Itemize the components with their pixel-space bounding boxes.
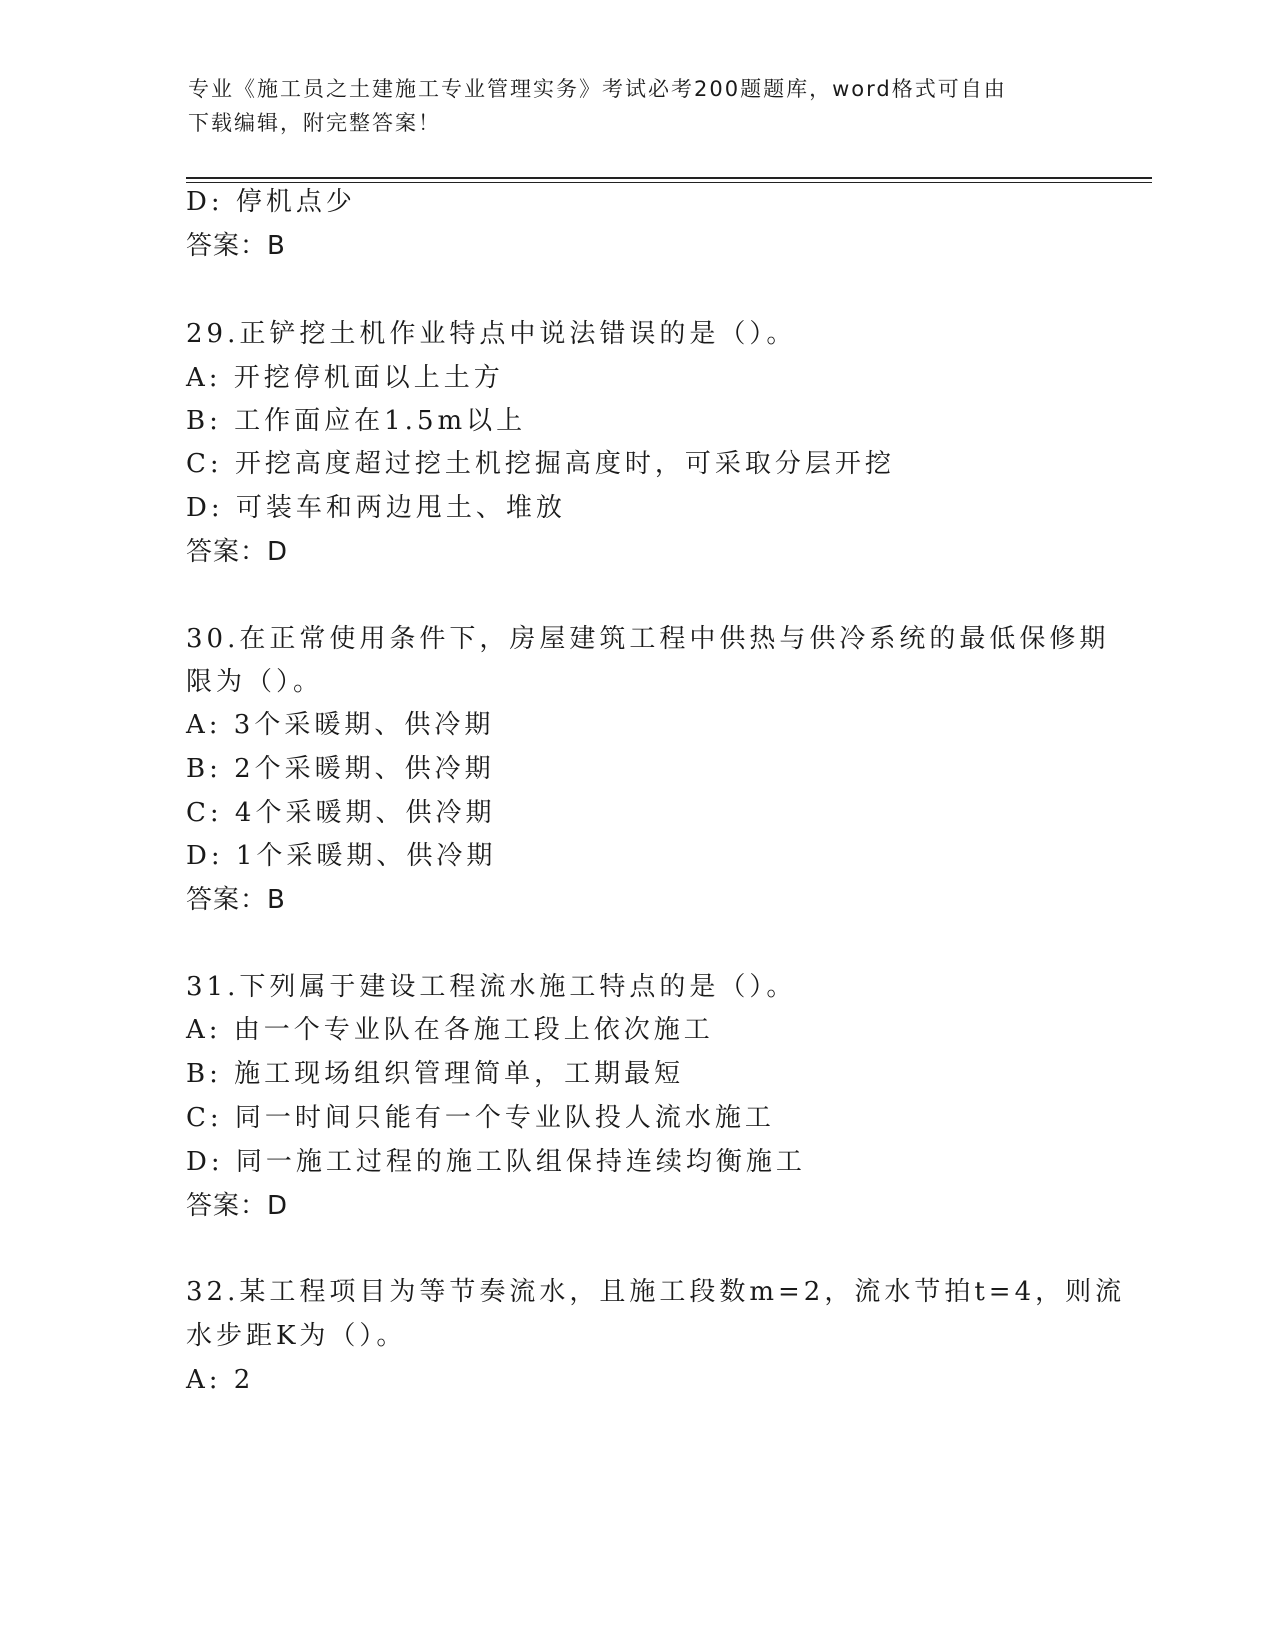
header-line-2: 下载编辑，附完整答案！ xyxy=(188,111,441,135)
q29-option-b: B: 工作面应在1.5m以上 xyxy=(186,406,527,436)
q29-answer: 答案：D xyxy=(186,537,289,567)
q31-option-d: D: 同一施工过程的施工队组保持连续均衡施工 xyxy=(186,1147,806,1177)
q31-question: 31.下列属于建设工程流水施工特点的是（）。 xyxy=(186,972,797,1002)
q29-question: 29.正铲挖土机作业特点中说法错误的是（）。 xyxy=(186,319,797,349)
q30-answer: 答案：B xyxy=(186,885,286,915)
q29-option-d: D: 可装车和两边甩土、堆放 xyxy=(186,493,566,523)
q30-option-a: A: 3个采暖期、供冷期 xyxy=(186,710,495,740)
q29-option-c: C: 开挖高度超过挖土机挖掘高度时，可采取分层开挖 xyxy=(186,449,895,479)
prev-option-d: D: 停机点少 xyxy=(186,187,356,217)
document-header xyxy=(188,72,1068,140)
q31-answer: 答案：D xyxy=(186,1191,289,1221)
q31-option-a: A: 由一个专业队在各施工段上依次施工 xyxy=(186,1015,714,1045)
prev-answer: 答案：B xyxy=(186,231,286,261)
q32-option-a: A: 2 xyxy=(186,1365,255,1395)
header-line-1: 专业《施工员之土建施工专业管理实务》考试必考200题题库，word格式可自由 xyxy=(188,77,1007,101)
q29-option-a: A: 开挖停机面以上土方 xyxy=(186,363,504,393)
q30-option-c: C: 4个采暖期、供冷期 xyxy=(186,798,496,828)
q31-option-c: C: 同一时间只能有一个专业队投人流水施工 xyxy=(186,1103,775,1133)
q30-option-b: B: 2个采暖期、供冷期 xyxy=(186,754,495,784)
q30-question-line-2: 限为（）。 xyxy=(186,667,324,697)
header-divider-thin xyxy=(186,182,1152,183)
q30-question-line-1: 30.在正常使用条件下，房屋建筑工程中供热与供冷系统的最低保修期 xyxy=(186,624,1110,654)
header-divider-thick xyxy=(186,177,1152,179)
q32-question-line-2: 水步距K为（）。 xyxy=(186,1321,407,1351)
q31-option-b: B: 施工现场组织管理简单，工期最短 xyxy=(186,1059,685,1089)
q32-question-line-1: 32.某工程项目为等节奏流水，且施工段数m=2，流水节拍t=4，则流 xyxy=(186,1277,1126,1307)
q30-option-d: D: 1个采暖期、供冷期 xyxy=(186,841,497,871)
